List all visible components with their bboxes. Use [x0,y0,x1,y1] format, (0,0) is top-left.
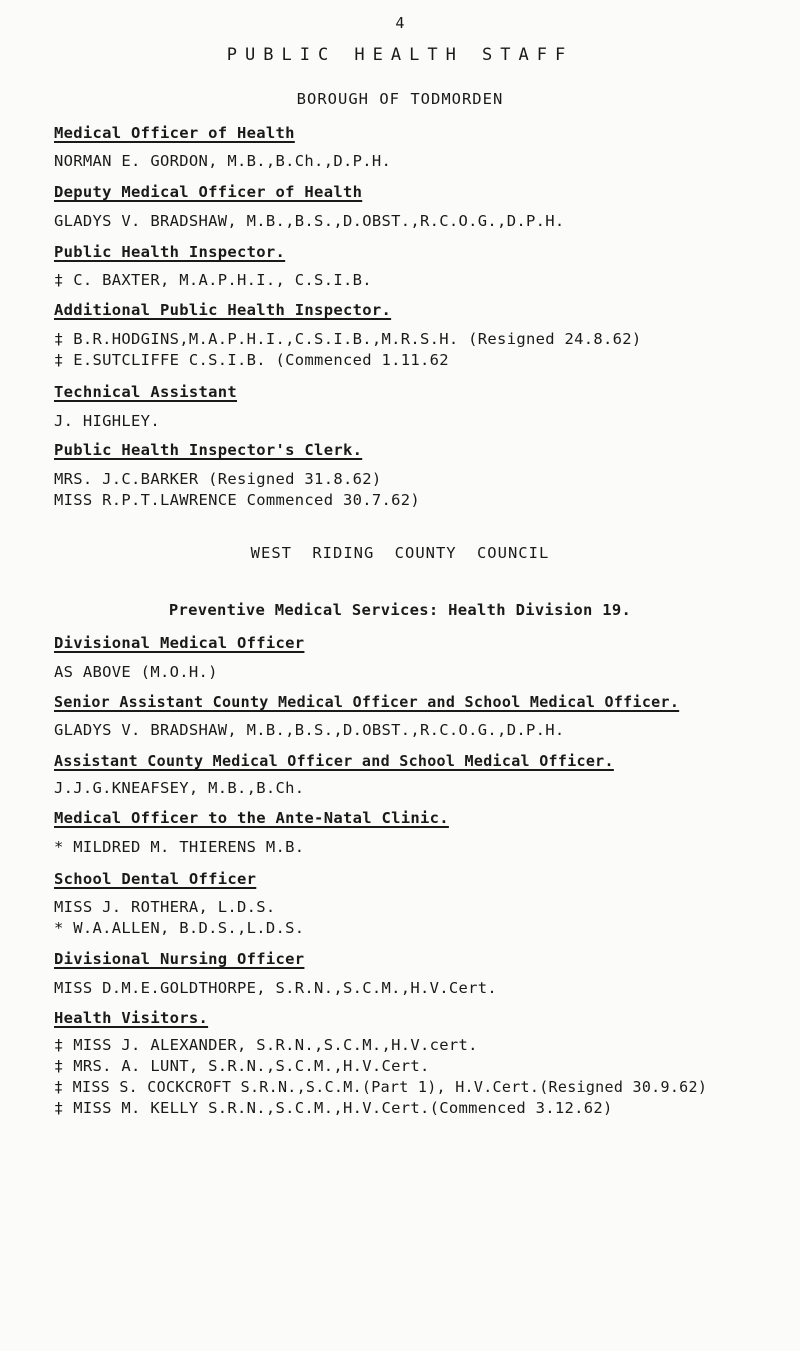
clerk-1: MRS. J.C.BARKER (Resigned 31.8.62) [54,470,382,488]
hv-4: ‡ MISS M. KELLY S.R.N.,S.C.M.,H.V.Cert.(Commenced 3.12.62) [54,1099,613,1117]
hv-heading: Health Visitors. [54,1009,209,1027]
moh-heading: Medical Officer of Health [54,124,295,142]
add-phi-1: ‡ B.R.HODGINS,M.A.P.H.I.,C.S.I.B.,M.R.S.H. (Resigned 24.8.62) [54,330,642,348]
clerk-2: MISS R.P.T.LAWRENCE Commenced 30.7.62) [54,491,421,509]
document-subtitle: BOROUGH OF TODMORDEN [296,90,504,108]
deputy-name: GLADYS V. BRADSHAW, M.B.,B.S.,D.OBST.,R.C.O.G.,D.P.H. [54,212,565,230]
county-subheading: Preventive Medical Services: Health Division 19. [168,601,632,619]
dental-1: MISS J. ROTHERA, L.D.S. [54,898,276,916]
tech-name: J. HIGHLEY. [54,412,160,430]
hv-3: ‡ MISS S. COCKCROFT S.R.N.,S.C.M.(Part 1), H.V.Cert.(Resigned 30.9.62) [54,1078,708,1096]
tech-heading: Technical Assistant [54,383,238,401]
dental-heading: School Dental Officer [54,870,257,888]
dental-2: * W.A.ALLEN, B.D.S.,L.D.S. [54,919,305,937]
senior-name: GLADYS V. BRADSHAW, M.B.,B.S.,D.OBST.,R.C.O.G.,D.P.H. [54,721,565,739]
deputy-heading: Deputy Medical Officer of Health [54,183,363,201]
hv-1: ‡ MISS J. ALEXANDER, S.R.N.,S.C.M.,H.V.cert. [54,1036,478,1054]
antenatal-heading: Medical Officer to the Ante-Natal Clinic. [54,809,449,827]
dmo-heading: Divisional Medical Officer [54,634,305,652]
county-heading: WEST RIDING COUNTY COUNCIL [250,544,550,562]
nursing-name: MISS D.M.E.GOLDTHORPE, S.R.N.,S.C.M.,H.V.Cert. [54,979,498,997]
page-number: 4 [395,14,405,32]
hv-2: ‡ MRS. A. LUNT, S.R.N.,S.C.M.,H.V.Cert. [54,1057,430,1075]
add-phi-2: ‡ E.SUTCLIFFE C.S.I.B. (Commenced 1.11.62 [54,351,449,369]
assistant-name: J.J.G.KNEAFSEY, M.B.,B.Ch. [54,779,305,797]
assistant-heading: Assistant County Medical Officer and School Medical Officer. [54,752,614,770]
antenatal-name: * MILDRED M. THIERENS M.B. [54,838,305,856]
document-title: PUBLIC HEALTH STAFF [226,45,574,65]
nursing-heading: Divisional Nursing Officer [54,950,305,968]
clerk-heading: Public Health Inspector's Clerk. [54,441,363,459]
add-phi-heading: Additional Public Health Inspector. [54,301,392,319]
dmo-name: AS ABOVE (M.O.H.) [54,663,218,681]
senior-heading: Senior Assistant County Medical Officer and School Medical Officer. [54,693,680,711]
phi-heading: Public Health Inspector. [54,243,286,261]
moh-name: NORMAN E. GORDON, M.B.,B.Ch.,D.P.H. [54,152,392,170]
phi-name: ‡ C. BAXTER, M.A.P.H.I., C.S.I.B. [54,271,372,289]
